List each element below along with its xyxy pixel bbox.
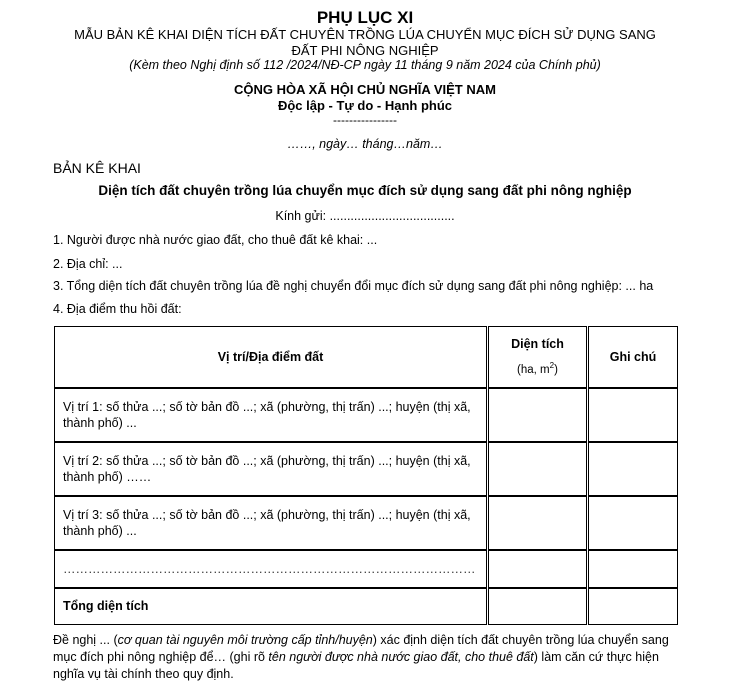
table-row — [55, 388, 678, 442]
request-text: Đề nghị ... ( — [53, 633, 118, 647]
request-paragraph — [53, 632, 683, 683]
table-header-row — [55, 327, 678, 388]
date-line: ……, ngày… tháng…năm… — [287, 137, 443, 151]
national-motto: Độc lập - Tự do - Hạnh phúc — [277, 98, 453, 113]
note-cell[interactable] — [588, 550, 678, 588]
table-row-placeholder — [55, 550, 678, 588]
header-note: Ghi chú — [588, 327, 678, 388]
area-cell[interactable] — [488, 442, 588, 496]
item-address: 2. Địa chỉ: ... — [53, 257, 123, 271]
note-cell[interactable] — [588, 442, 678, 496]
header-area — [488, 327, 588, 388]
item-declarant: 1. Người được nhà nước giao đất, cho thuê đất kê khai: ... — [53, 233, 378, 247]
table-row — [55, 442, 678, 496]
total-note-cell[interactable] — [588, 588, 678, 625]
request-text: ) làm căn cứ thực hiện nghĩa vụ tài chính theo quy định. — [53, 650, 659, 681]
area-unit-suffix: ) — [554, 364, 558, 377]
separator-line: ---------------- — [333, 113, 397, 127]
item-total-area: 3. Tổng diện tích đất chuyên trồng lúa đề nghị chuyển đổi mục đích sử dụng sang đất phi nông nghiệp: ... ha — [53, 279, 654, 293]
item-location: 4. Địa điểm thu hồi đất: — [53, 302, 182, 316]
area-cell[interactable] — [488, 388, 588, 442]
decree-reference: (Kèm theo Nghị định số 112 /2024/NĐ-CP ngày 11 tháng 9 năm 2024 của Chính phủ) — [129, 58, 601, 72]
table-total-row — [55, 588, 678, 625]
recipient-line: Kính gửi: .................................... — [275, 209, 455, 223]
area-unit-superscript: 2 — [549, 361, 555, 371]
area-cell[interactable] — [488, 550, 588, 588]
header-area-unit — [497, 361, 578, 376]
total-label: Tổng diện tích — [55, 588, 488, 625]
area-cell[interactable] — [488, 496, 588, 550]
location-cell: Vị trí 2: số thửa ...; số tờ bản đồ ...; xã (phường, thị trấn) ...; huyện (thị xã, thành phố) …… — [55, 442, 488, 496]
land-location-table — [54, 326, 678, 625]
note-cell[interactable] — [588, 388, 678, 442]
appendix-title: PHỤ LỤC XI — [316, 8, 414, 27]
document-subtitle: Diện tích đất chuyên trồng lúa chuyển mục đích sử dụng sang đất phi nông nghiệp — [98, 183, 632, 198]
request-authority-hint: cơ quan tài nguyên môi trường cấp tỉnh/huyện — [117, 633, 373, 647]
header-location: Vị trí/Địa điểm đất — [55, 327, 488, 388]
header-area-title: Diện tích — [511, 337, 564, 352]
form-title: MẪU BẢN KÊ KHAI DIỆN TÍCH ĐẤT CHUYÊN TRỒNG LÚA CHUYỂN MỤC ĐÍCH SỬ DỤNG SANG ĐẤT PHI NÔNG NGHIỆP — [74, 27, 656, 58]
request-text: ) xác định diện tích đất chuyên trồng lúa chuyển sang mục đích phi nông nghiệp để… (ghi rõ — [53, 633, 669, 664]
placeholder-dots: ……………………………………………………………………………………… — [55, 550, 488, 588]
table-row — [55, 496, 678, 550]
document-type: BẢN KÊ KHAI — [53, 160, 141, 176]
area-unit-prefix: (ha, m — [517, 364, 550, 377]
note-cell[interactable] — [588, 496, 678, 550]
national-title: CỘNG HÒA XÃ HỘI CHỦ NGHĨA VIỆT NAM — [234, 82, 496, 97]
total-area-cell[interactable] — [488, 588, 588, 625]
location-cell: Vị trí 1: số thửa ...; số tờ bản đồ ...; xã (phường, thị trấn) ...; huyện (thị xã, thành phố) ... — [55, 388, 488, 442]
location-cell: Vị trí 3: số thửa ...; số tờ bản đồ ...; xã (phường, thị trấn) ...; huyện (thị xã, thành phố) ... — [55, 496, 488, 550]
request-recipient-hint: tên người được nhà nước giao đất, cho thuê đất — [268, 650, 534, 664]
